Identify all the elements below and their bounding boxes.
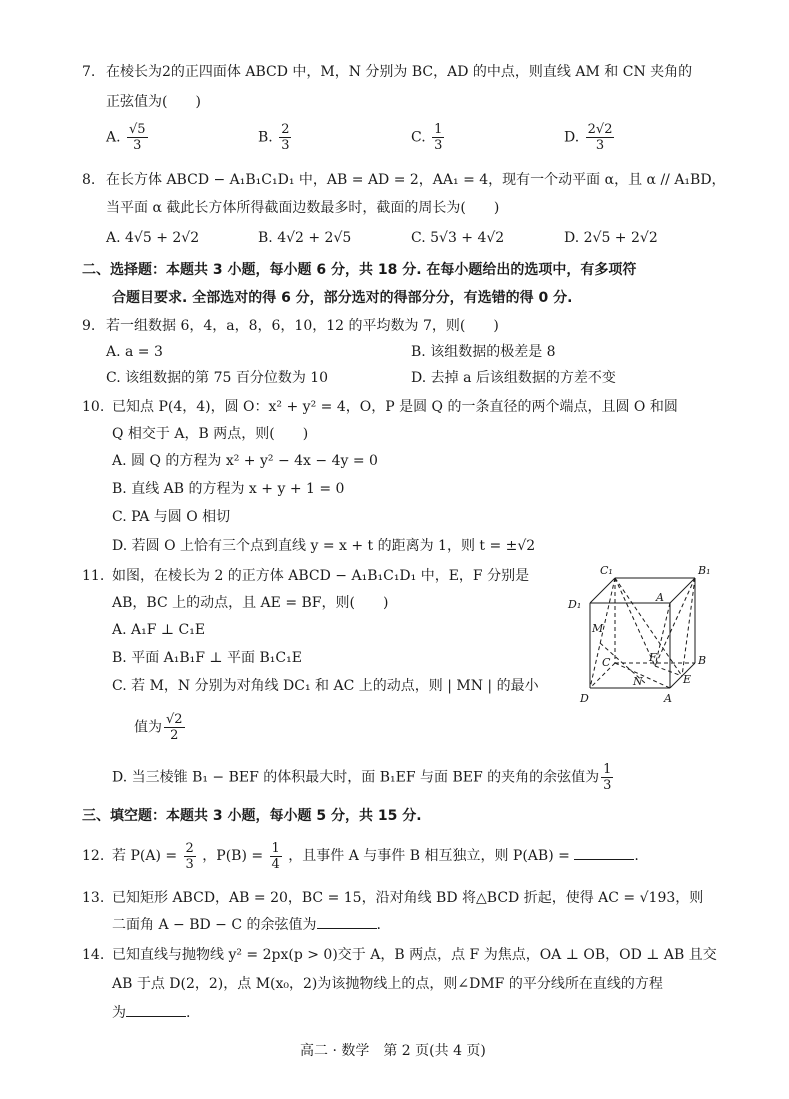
q13-stem-line1: 已知矩形 ABCD，AB = 20，BC = 15，沿对角线 BD 将△BCD 折起，使得 AC = √193，则 — [112, 890, 704, 906]
q14-stem-line1: 已知直线与抛物线 y² = 2px(p > 0)交于 A，B 两点，点 F 为焦点，OA ⊥ OB，OD ⊥ AB 且交 — [112, 947, 717, 963]
label-m: M — [592, 622, 604, 635]
q7-stem-line2: 正弦值为( ) — [106, 94, 201, 110]
label-c: C — [602, 656, 611, 669]
q8-option-c: C. 5√3 + 4√2 — [411, 230, 505, 246]
page-footer: 高二 · 数学 第 2 页(共 4 页) — [300, 1043, 486, 1059]
cube-figure — [560, 558, 720, 708]
label-e: E — [683, 673, 692, 686]
q11-option-a: A. A₁F ⊥ C₁E — [112, 622, 206, 638]
q10-stem-line2: Q 相交于 A，B 两点，则( ) — [112, 426, 309, 442]
q9-option-b: B. 该组数据的极差是 8 — [411, 344, 556, 360]
q8-stem-line2: 当平面 α 截此长方体所得截面边数最多时，截面的周长为( ) — [106, 200, 500, 216]
q7-number: 7. — [82, 64, 96, 80]
label-f: F — [649, 651, 657, 664]
q13-number: 13. — [82, 890, 105, 906]
q11-option-b: B. 平面 A₁B₁F ⊥ 平面 B₁C₁E — [112, 650, 302, 666]
q7-option-c: C. $\frac{1}{3}$ — [411, 122, 443, 153]
q8-option-b: B. 4√2 + 2√5 — [258, 230, 352, 246]
section3-heading: 三、填空题：本题共 3 小题，每小题 5 分，共 15 分. — [82, 808, 422, 824]
q11-stem-line2: AB，BC 上的动点，且 AE = BF，则( ) — [112, 595, 389, 611]
q14-stem-line3: 为 . — [112, 1002, 190, 1023]
q9-option-d: D. 去掉 a 后该组数据的方差不变 — [411, 370, 616, 386]
q11-number: 11. — [82, 568, 105, 584]
q13-stem-line2: 二面角 A − BD − C 的余弦值为 . — [112, 914, 381, 935]
q14-number: 14. — [82, 947, 105, 963]
q14-stem-line2: AB 于点 D(2，2)，点 M(x₀，2)为该抛物线上的点，则∠DMF 的平分线所在直线的方程 — [112, 976, 663, 992]
label-b1: B₁ — [698, 564, 711, 577]
q7-stem-line1: 在棱长为2的正四面体 ABCD 中，M，N 分别为 BC，AD 的中点，则直线 AM 和 CN 夹角的 — [106, 64, 693, 80]
q10-option-b: B. 直线 AB 的方程为 x + y + 1 = 0 — [112, 481, 345, 497]
label-n: N — [633, 675, 643, 688]
q11-stem-line1: 如图，在棱长为 2 的正方体 ABCD − A₁B₁C₁D₁ 中，E，F 分别是 — [112, 568, 530, 584]
q10-stem-line1: 已知点 P(4，4)，圆 O：x² + y² = 4，O，P 是圆 Q 的一条直径的两个端点，且圆 O 和圆 — [112, 399, 678, 415]
q13-answer-blank[interactable] — [317, 914, 377, 929]
q11-option-d: D. 当三棱锥 B₁ − BEF 的体积最大时，面 B₁EF 与面 BEF 的夹角的余弦值为 $\frac{1}{3}$ — [112, 762, 612, 793]
label-c1: C₁ — [600, 564, 613, 577]
label-d1: D₁ — [568, 598, 582, 611]
q7-option-b: B. $\frac{2}{3}$ — [258, 122, 290, 153]
q7-option-d: D. $\frac{2√2}{3}$ — [564, 122, 613, 153]
q9-number: 9. — [82, 318, 96, 334]
q10-option-a: A. 圆 Q 的方程为 x² + y² − 4x − 4y = 0 — [112, 453, 378, 469]
q8-option-a: A. 4√5 + 2√2 — [106, 230, 200, 246]
q8-number: 8. — [82, 172, 96, 188]
q10-number: 10. — [82, 399, 105, 415]
label-a1: A — [656, 591, 664, 604]
q11-option-c-line1: C. 若 M，N 分别为对角线 DC₁ 和 AC 上的动点，则 | MN | 的最小 — [112, 678, 539, 694]
q8-option-d: D. 2√5 + 2√2 — [564, 230, 658, 246]
q9-stem: 若一组数据 6，4，a，8，6，10，12 的平均数为 7，则( ) — [106, 318, 499, 334]
q10-option-d: D. 若圆 O 上恰有三个点到直线 y = x + t 的距离为 1，则 t = ±√2 — [112, 538, 536, 554]
label-b: B — [698, 654, 707, 667]
section2-heading-line2: 合题目要求. 全部选对的得 6 分，部分选对的得部分分，有选错的得 0 分. — [112, 290, 573, 306]
q9-option-a: A. a = 3 — [106, 344, 163, 360]
q12-answer-blank[interactable] — [574, 845, 634, 860]
q12-stem: 若 P(A) = $\frac{2}{3}$ ，P(B) = $\frac{1}{4}$ ，且事件 A 与事件 B 相互独立，则 P(AB) = . — [112, 840, 639, 872]
q12-number: 12. — [82, 848, 105, 864]
q7-option-a: A. $\frac{√5}{3}$ — [106, 122, 146, 153]
q10-option-c: C. PA 与圆 O 相切 — [112, 509, 231, 525]
q14-answer-blank[interactable] — [126, 1002, 186, 1017]
section2-heading-line1: 二、选择题：本题共 3 小题，每小题 6 分，共 18 分. 在每小题给出的选项中，有多项符 — [82, 262, 637, 278]
label-d: D — [580, 692, 589, 705]
label-a: A — [664, 692, 672, 705]
q8-stem-line1: 在长方体 ABCD − A₁B₁C₁D₁ 中，AB = AD = 2，AA₁ = 4，现有一个动平面 α，且 α // A₁BD， — [106, 172, 726, 188]
q11-option-c-line2: 值为 $\frac{√2}{2}$ — [134, 712, 183, 743]
q9-option-c: C. 该组数据的第 75 百分位数为 10 — [106, 370, 329, 386]
